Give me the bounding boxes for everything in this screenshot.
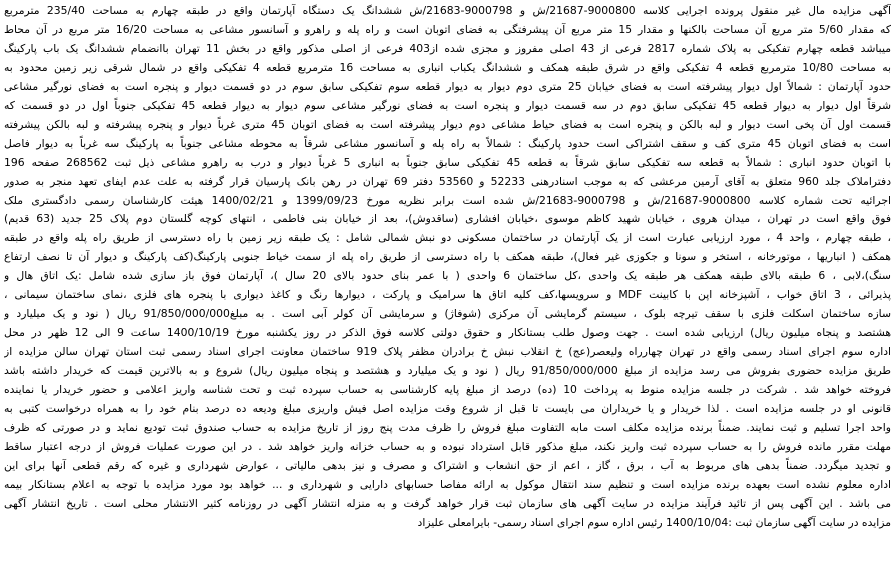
notice-line: قانونی او در جلسه مزایده است . لذا خریدار و یا خریداران می بایست تا قبل از شروع وقت مزایده اصل فیش واریزی مبلغ ودیعه ده درصد بنام خود را به همراه درخواست کتبی به	[4, 402, 891, 416]
notice-line: شرقاً اول دیوار به دیوار قطعه 45 تفکیکی سابق دوم در سه قسمت دیوار و پنجره است به فضای نورگیر مشاعی سوم دیوار به دیوار قطعه 45 تفکیکی جنوباً اول در دو قسمت که	[4, 98, 891, 112]
notice-line: واحد اجرا تسلیم و ثبت نمایند. ضمناً برنده مزایده مکلف است مابه التفاوت مبلغ فروش را ظرف مدت پنج روز از تاریخ مزایده به حساب صندوق ثبت تودیع نماید و در صورتی که ظرف	[4, 420, 891, 434]
notice-line: دفتراملاک جلد 960 متعلق به آقای آرمین مرعشی که به موجب اسنادرهنی 52233 و 53560 دفتر 69 تهران در رهن بانک پارسیان قرار گرفته به علت عدم ایفای تعهد منجر به صدور	[4, 174, 891, 188]
notice-line: میباشد قطعه چهارم تفکیکی به پلاک شماره 2817 فرعی از 43 اصلی مفروز و مجزی شده از403 فرعی از اصلی مذکور واقع در بخش 11 تهران باانضمام ششدانگ یک باب پارکینگ	[4, 41, 891, 55]
notice-line: ، طبقه چهارم ، واحد 4 ، مورد ارزیابی عبارت است از یک آپارتمان در ساختمان مسکونی دو نبش شمالی شامل : یک طبقه زیر زمین با راه دسترسی از طریق راه پله واقع در طبقه	[4, 231, 891, 245]
notice-line: با اتوبان حدود انباری : شمالاً به قطعه سه تفکیکی سابق شرقاً به قطعه 45 تفکیکی سابق جنوباً به انباری 5 غرباً دیوار و درب به راهرو مشاعی ذیل ثبت 268562 صفحه 196	[4, 155, 891, 169]
notice-line: و تجدید میگردد. ضمناً بدهی های مربوط به آب ، برق ، گاز ، اعم از حق انشعاب و اشتراک و مصرف و نیز بدهی مالیاتی ، عوارض شهرداری و غیره که رقم قطعی آنها برای این	[4, 458, 891, 472]
notice-line: همکف ( انباریها ، موتورخانه ، استخر و سونا و جکوزی غیر فعال)، طبقه همکف با راه دسترسی از طریق راه پله از سمت خیاط جنوبی پارکینگ(کف پارکینگ و دیوار آن تا نصف ارتفاع	[4, 250, 891, 264]
notice-line: سنگ)،لابی ، 6 طبقه بالای طبقه همکف هر طبقه یک واحدی ،کل ساختمان 6 واحدی ( با عمر بنای حدود بالای 20 سال )، آپارتمان فوق باز سازی شده شامل :یک اتاق هال و	[4, 269, 891, 283]
notice-line: که مقدار 5/60 متر مربع آن مساحت بالکنها و مقدار 15 متر مربع آن پیشرفتگی به فضای اتوبان است و راه پله و راهرو و آسانسور مشاعی به مساحت 16/20 متر مربع در آن محاط	[4, 22, 891, 36]
notice-line: می باشد . این آگهی پس از تائید فرآیند مزایده در سایت آگهی های سازمان ثبت قرار خواهد گرفت و به منزله انتشار آگهی در روزنامه کثیر الانتشار محلی است . تاریخ انتشار آگهی	[4, 496, 891, 510]
notice-line: به مساحت 10/80 مترمربع قطعه 4 تفکیکی واقع در شرق طبقه همکف و ششدانگ یکباب انباری به مساحت 16 مترمربع قطعه 4 تفکیکی واقع در شمال شرقی زیر زمین محدود به	[4, 60, 891, 74]
notice-line: هشتصد و پنجاه میلیون ریال) ارزیابی شده است . جهت وصول طلب بستانکار و حقوق دولتی کلاسه فوق الذکر در روز یکشنبه مورخ 1400/10/19 ساعت 9 الی 12 ظهر در محل	[4, 326, 891, 340]
notice-line: اداره معلوم نشده است بعهده برنده مزایده است و تنظیم سند انتقال موکول به ارائه مفاصا حسابهای دارایی و شهرداری و ... خواهد بود مورد مزایده با توجه به اعلام بستانکار بیمه	[4, 477, 891, 491]
notice-line: آگهی مزایده مال غیر منقول پرونده اجرایی کلاسه 9000800-21687/ش و 9000798-21683/ش ششدانگ یک دستگاه آپارتمان واقع در طبقه چهارم به مساحت 235/40 مترمربع	[4, 4, 891, 17]
notice-line: قسمت اول آن پخی است دیوار و لبه بالکن و پنجره است به فضای حیاط مشاعی دوم دیوار پیشرفته است به فضای اتوبان 45 متری غرباً دیوار و پنجره پیشرفته و لبه بالکن پیشرفته	[4, 117, 891, 131]
notice-line: اداره سوم اجرای اسناد رسمی واقع در تهران چهارراه ولیعصر(عج) خ انقلاب نبش خ برادران مظفر پلاک 919 ساختمان معاونت اجرای اسناد رسمی ثبت استان تهران سالن مزایده از	[4, 345, 891, 359]
notice-body	[4, 2, 891, 533]
notice-line: است به فضای اتوبان 45 متری کف و سقف اشتراکی است حدود پارکینگ : شمالاً به راه پله و آسانسور مشاعی شرقاً به محوطه مشاعی جنوباً به پارکینگ سه غرباً به دیوار فاصل	[4, 136, 891, 150]
notice-line: مهلت مقرر مانده فروش را به حساب سپرده ثبت واریز نکند، مبلغ مذکور قابل استرداد نبوده و به حساب خزانه واریز خواهد شد . در این صورت عملیات فروش از درجه اعتبار ساقط	[4, 439, 891, 453]
notice-line: اجرائیه تحت شماره کلاسه 9000800-21687/ش و 9000798-21683/ش شده است برابر نظریه مورخ 1399/09/23 و 1400/02/21 هیئت کارشناسان رسمی دادگستری ملک	[4, 193, 891, 207]
notice-line: سازه ساختمان اسکلت فلزی با سقف تیرچه بلوک ، سیستم گرمایشی آن مرکزی (شوفاژ) و سرمایشی آن کولر آبی است . به مبلغ91/850/000/000 ریال ( نود و یک میلیارد و	[4, 307, 891, 321]
notice-line: طریق مزایده حضوری بفروش می رسد مزایده از مبلغ 91/850/000/000 ریال ( نود و یک میلیارد و هشتصد و پنجاه میلیون ریال) شروع و به بالاترین قیمت که خریدار داشته باشد	[4, 364, 891, 378]
notice-line: پذیرائی ، 3 اتاق خواب ، آشپزخانه اپن با کابینت MDF و سرویسها،کف کلیه اتاق ها سرامیک و پارکت ، دیوارها رنگ و کاغذ دیواری با پنجره های فلزی ،نمای ساختمان سیمانی ،	[4, 288, 891, 302]
notice-line: حدود آپارتمان : شمالاً اول دیوار پیشرفته است به فضای خیابان 25 متری دوم دیوار به دیوار قطعه سوم تفکیکی سابق سوم در دو قسمت دیوار و پنجره است به فضای نورگیر مشاعی	[4, 79, 891, 93]
notice-line: مزایده در سایت آگهی سازمان ثبت :1400/10/04 رئیس اداره سوم اجرای اسناد رسمی- بایرامعلی علیزاد	[417, 515, 891, 529]
notice-line: فوق واقع است در تهران ، میدان هروی ، خیابان شهید کاظم موسوی ،خیابان افشاری (ساقدوش)، بعد از خیابان بنی فاطمی ، انتهای کوچه گلستان دوم پلاک 25 جدید (63 قدیم)	[4, 212, 891, 226]
notice-line: فروخته خواهد شد . شرکت در جلسه مزایده منوط به پرداخت 10 (ده) درصد از مبلغ پایه کارشناسی به حساب سپرده ثبت و تحت شناسه واریز اعلامی و حضور خریدار یا نماینده	[4, 383, 891, 397]
